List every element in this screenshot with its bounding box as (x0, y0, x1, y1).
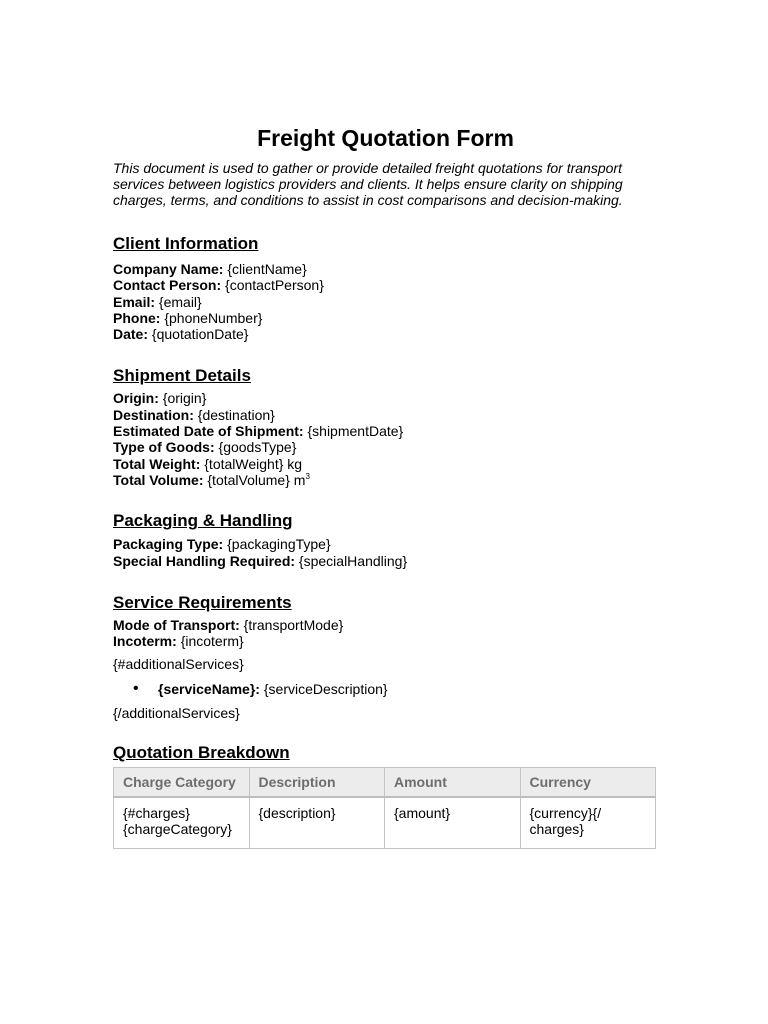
field-contact-person (113, 277, 658, 293)
field-incoterm (113, 633, 658, 649)
field-origin (113, 390, 658, 406)
column-header-amount: Amount (385, 768, 521, 797)
bullet-item-service (113, 681, 658, 697)
bullet-text (158, 681, 388, 697)
column-header-description: Description (249, 768, 385, 797)
cell-amount: {amount} (385, 797, 521, 849)
field-packaging-type (113, 536, 658, 552)
column-header-charge-category: Charge Category (114, 768, 250, 797)
field-value: {packagingType} (227, 536, 331, 553)
intro-paragraph: This document is used to gather or provide detailed freight quotations for transport services between logistics providers and clients. It helps ensure clarity on shipping charges, terms, and conditions to assist in cost comparisons and decision-making. (113, 160, 623, 208)
packaging-handling-fields (113, 536, 658, 569)
cell-text-line: {currency}{/ (529, 804, 602, 821)
cell-text-line: {#charges} (123, 804, 190, 821)
service-name: {serviceName}: (158, 681, 260, 698)
bullet-icon: • (133, 680, 139, 698)
section-heading-service-requirements: Service Requirements (113, 592, 292, 612)
field-label: Company Name: (113, 261, 224, 277)
shipment-details-fields (113, 390, 658, 488)
field-company-name (113, 261, 658, 277)
service-description: {serviceDescription} (263, 681, 388, 698)
field-label: Phone: (113, 309, 161, 326)
field-value: {contactPerson} (225, 277, 324, 294)
field-label: Incoterm: (113, 633, 177, 650)
field-total-volume (113, 472, 658, 488)
field-value: {totalWeight} kg (204, 455, 303, 472)
field-destination (113, 407, 658, 423)
table-row (114, 797, 656, 849)
field-value: {destination} (197, 406, 275, 423)
field-value: {goodsType} (218, 439, 297, 456)
field-value: {incoterm} (180, 633, 244, 650)
loop-end-additional-services: {/additionalServices} (113, 705, 240, 722)
table-header-row (114, 768, 656, 797)
field-label: Date: (113, 326, 149, 343)
field-label: Packaging Type: (113, 536, 224, 553)
field-value: {transportMode} (243, 616, 344, 633)
field-value: {email} (158, 293, 202, 310)
field-special-handling (113, 553, 658, 569)
section-heading-client-information: Client Information (113, 234, 259, 253)
field-value: {phoneNumber} (164, 309, 263, 326)
field-label: Mode of Transport: (113, 616, 240, 633)
loop-start-additional-services: {#additionalServices} (113, 656, 244, 673)
cell-currency (520, 797, 656, 849)
field-value: {specialHandling} (298, 552, 408, 569)
field-label: Total Weight: (113, 455, 201, 472)
quotation-table (113, 767, 656, 849)
field-value: {clientName} (227, 261, 307, 277)
field-label: Estimated Date of Shipment: (113, 423, 304, 440)
field-label: Contact Person: (113, 277, 222, 294)
field-phone (113, 310, 658, 326)
client-information-fields (113, 261, 658, 342)
field-goods-type (113, 439, 658, 455)
field-label: Origin: (113, 390, 159, 407)
cell-text-line: {chargeCategory} (123, 821, 232, 838)
section-heading-shipment-details: Shipment Details (113, 366, 251, 386)
service-requirements-fields (113, 617, 658, 650)
field-shipment-date (113, 423, 658, 439)
field-label: Special Handling Required: (113, 552, 296, 569)
field-label: Type of Goods: (113, 439, 215, 456)
document-content (113, 123, 658, 849)
field-value: {quotationDate} (151, 326, 249, 343)
cell-description: {description} (249, 797, 385, 849)
section-heading-quotation-breakdown: Quotation Breakdown (113, 743, 290, 763)
field-label: Total Volume: (113, 471, 204, 488)
column-header-currency: Currency (520, 768, 656, 797)
superscript: 3 (305, 471, 310, 481)
section-heading-packaging-handling: Packaging & Handling (113, 511, 293, 531)
page-title: Freight Quotation Form (257, 125, 514, 151)
field-label: Destination: (113, 406, 194, 423)
field-value: {totalVolume} m (207, 471, 306, 488)
field-date (113, 326, 658, 342)
field-email (113, 294, 658, 310)
cell-charge-category (114, 797, 250, 849)
field-total-weight (113, 456, 658, 472)
cell-text-line: charges} (529, 821, 584, 838)
field-transport-mode (113, 617, 658, 633)
field-value: {origin} (162, 390, 207, 407)
field-value: {shipmentDate} (307, 423, 404, 440)
field-label: Email: (113, 293, 156, 310)
